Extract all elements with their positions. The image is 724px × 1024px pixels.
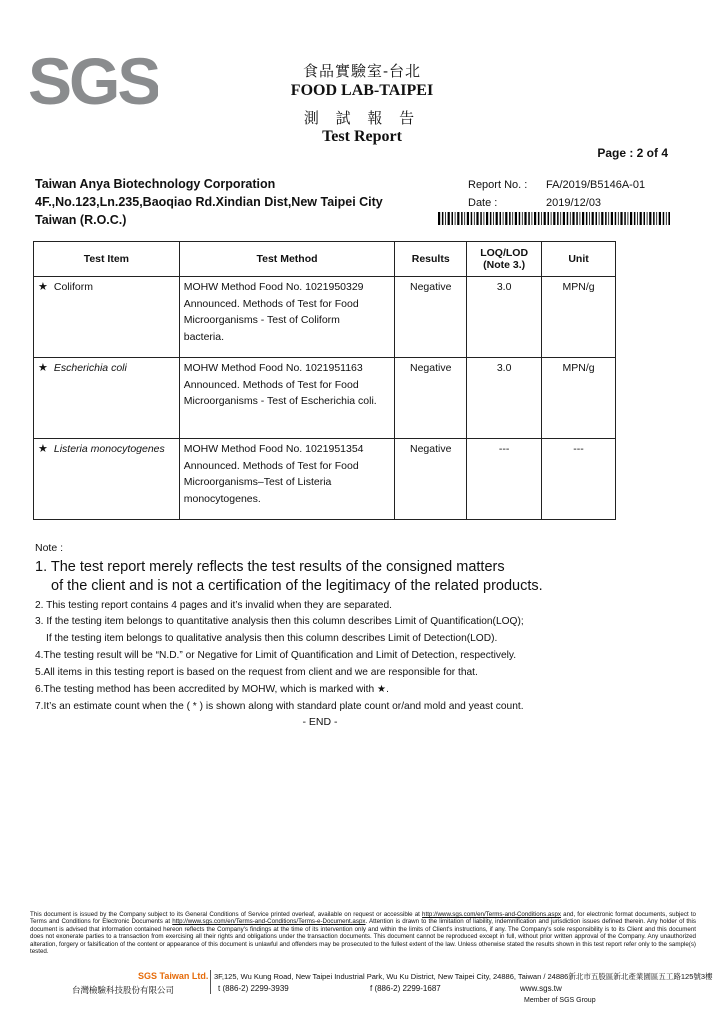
lab-name-english: FOOD LAB-TAIPEI <box>290 82 434 99</box>
barcode-bar <box>467 212 469 225</box>
footer-company-english: SGS Taiwan Ltd. <box>138 971 209 981</box>
disclaimer-part2: and, for electronic format documents, subject to Terms and Conditions for Electronic Documents at <box>30 911 696 926</box>
star-icon: ★ <box>38 281 48 293</box>
method-line: bacteria. <box>183 330 225 343</box>
barcode-bar <box>442 212 444 225</box>
barcode-bar <box>461 212 463 225</box>
barcode-bar <box>509 212 511 225</box>
barcode-bar <box>647 212 648 225</box>
barcode-bar <box>503 212 504 225</box>
barcode-bar <box>649 212 651 225</box>
disclaimer-part3: . Attention is drawn to the limitation of liability, indemnification and jurisdiction issues defined therein. Any holder of this document is advised that information contained hereon reflects the Company's findings at the time of its intervention only and within the limits of Client's instructions, if any. The Company's sole responsibility is to its Client and this document does not exonerate parties to a transaction from exercising all their rights and obligations under the transaction documents. This document cannot be reproduced except in full, without prior written approval of the Company. Any unauthorized alteration, forgery or falsification of the content or appearance of this document is unlawful and offenders may be prosecuted to the fullest extent of the law. Unless otherwise stated the results shown in this test report refer only to the sample(s) tested. <box>30 918 696 956</box>
cell-test-method <box>179 439 395 520</box>
report-title-chinese: 測 試 報 告 <box>303 109 421 127</box>
cell-test-item <box>34 358 180 439</box>
barcode-bar <box>512 212 513 225</box>
barcode-bar <box>455 212 456 225</box>
report-title-english: Test Report <box>322 128 402 145</box>
barcode-bar <box>541 212 542 225</box>
method-line: MOHW Method Food No. 1021951354 <box>183 443 364 455</box>
star-icon: ★ <box>38 443 48 455</box>
barcode-bar <box>563 212 565 225</box>
barcode-bar <box>534 212 536 225</box>
barcode-bar <box>548 212 550 225</box>
cell-result: Negative <box>395 439 467 520</box>
barcode-bar <box>522 212 523 225</box>
method-line: Microorganisms - Test of Escherichia coli. <box>183 395 377 407</box>
barcode-bar <box>486 212 488 225</box>
barcode-bar <box>589 212 590 225</box>
cell-test-item <box>34 277 180 358</box>
barcode-bar <box>532 212 533 225</box>
barcode-bar <box>586 212 588 225</box>
note-4: 4.The testing result will be “N.D.” or Negative for Limit of Quantification and Limit of Detection, respectively. <box>35 650 517 661</box>
barcode-bar <box>560 212 561 225</box>
barcode <box>438 212 670 225</box>
footer-divider <box>210 970 211 994</box>
barcode-bar <box>474 212 475 225</box>
barcode-bar <box>580 212 581 225</box>
barcode-bar <box>476 212 478 225</box>
cell-test-item <box>34 439 180 520</box>
barcode-bar <box>592 212 594 225</box>
method-line: Announced. Methods of Test for Food <box>183 297 359 310</box>
barcode-bar <box>496 212 498 225</box>
cell-loq: 3.0 <box>467 277 542 358</box>
client-address-line2: Taiwan (R.O.C.) <box>35 213 127 227</box>
barcode-bar <box>615 212 617 225</box>
e-document-terms-link[interactable]: http://www.sgs.com/en/Terms-and-Conditions/Terms-e-Document.aspx <box>172 918 366 926</box>
barcode-bar <box>599 212 600 225</box>
note-5: 5.All items in this testing report is based on the request from client and we are responsible for that. <box>35 667 478 678</box>
barcode-bar <box>618 212 619 225</box>
cell-result: Negative <box>395 277 467 358</box>
disclaimer <box>30 911 696 955</box>
barcode-bar <box>448 212 450 225</box>
note-3-line1: 3. If the testing item belongs to quantitative analysis then this column describes Limit of Quantification(LOQ); <box>35 616 524 627</box>
terms-link[interactable]: http://www.sgs.com/en/Terms-and-Conditions.aspx <box>422 911 561 918</box>
barcode-bar <box>656 212 657 225</box>
sgs-logo-text: SGS <box>28 46 158 108</box>
barcode-bar <box>567 212 569 225</box>
barcode-bar <box>538 212 540 225</box>
cell-result: Negative <box>395 358 467 439</box>
note-1-line1: 1. The test report merely reflects the test results of the consigned matters <box>35 559 505 575</box>
barcode-bar <box>452 212 454 225</box>
method-line: MOHW Method Food No. 1021951163 <box>183 362 363 374</box>
barcode-bar <box>484 212 485 225</box>
report-date-label: Date : <box>468 197 498 209</box>
end-marker: - END - <box>302 716 338 728</box>
table-header-row <box>34 242 616 277</box>
table-row <box>34 277 616 358</box>
barcode-bar <box>666 212 667 225</box>
barcode-bar <box>659 212 661 225</box>
barcode-bar <box>608 212 609 225</box>
barcode-bar <box>637 212 638 225</box>
note-2: 2. This testing report contains 4 pages and it’s invalid when they are separated. <box>35 600 392 611</box>
barcode-bar <box>490 212 492 225</box>
barcode-bar <box>519 212 521 225</box>
barcode-bar <box>505 212 507 225</box>
star-icon: ★ <box>38 362 48 374</box>
header-loq-line2: (Note 3.) <box>483 259 526 271</box>
footer-website[interactable]: www.sgs.tw <box>520 984 562 993</box>
method-line: monocytogenes. <box>183 492 261 505</box>
note-7: 7.It’s an estimate count when the ( * ) is shown along with standard plate count or/and mold and yeast count. <box>35 701 524 712</box>
method-line: Microorganisms–Test of Listeria <box>183 476 332 488</box>
note-6: 6.The testing method has been accredited by MOHW, which is marked with ★. <box>35 684 389 695</box>
cell-unit: --- <box>542 439 616 520</box>
method-line: Announced. Methods of Test for Food <box>183 459 359 472</box>
barcode-bar <box>493 212 494 225</box>
footer-address: 3F,125, Wu Kung Road, New Taipei Industrial Park, Wu Ku District, New Taipei City, 24886, Taiwan / 24886新北市五股區新北產業園區五工路125號3樓 <box>214 972 713 981</box>
cell-unit: MPN/g <box>542 277 616 358</box>
notes-heading: Note : <box>35 542 64 554</box>
test-item-name: Coliform <box>53 281 93 293</box>
barcode-bar <box>551 212 552 225</box>
barcode-bar <box>480 212 482 225</box>
barcode-bar <box>630 212 632 225</box>
barcode-bar <box>576 212 578 225</box>
barcode-bar <box>471 212 473 225</box>
method-line: MOHW Method Food No. 1021950329 <box>183 281 364 293</box>
lab-name-chinese: 食品實驗室-台北 <box>302 62 422 80</box>
barcode-bar <box>640 212 642 225</box>
cell-test-method <box>179 358 395 439</box>
barcode-bar <box>445 212 446 225</box>
barcode-bar <box>605 212 607 225</box>
barcode-bar <box>620 212 622 225</box>
test-item-name: Listeria monocytogenes <box>53 443 165 455</box>
footer-company-chinese: 台灣檢驗科技股份有限公司 <box>72 986 175 996</box>
barcode-bar <box>644 212 646 225</box>
note-1-line2: of the client and is not a certification of the legitimacy of the related products. <box>51 578 543 594</box>
client-address-line1: 4F.,No.123,Ln.235,Baoqiao Rd.Xindian Dist,New Taipei City <box>35 195 383 209</box>
barcode-bar <box>624 212 626 225</box>
method-line: Microorganisms - Test of Coliform <box>183 314 340 326</box>
method-line: Announced. Methods of Test for Food <box>183 378 359 391</box>
test-item-name: Escherichia coli <box>53 362 127 374</box>
barcode-bar <box>596 212 598 225</box>
header-unit: Unit <box>542 242 616 277</box>
footer-telephone: t (886-2) 2299-3939 <box>218 984 289 993</box>
barcode-bar <box>553 212 555 225</box>
header-loq-line1: LOQ/LOD <box>480 247 529 259</box>
barcode-bar <box>464 212 465 225</box>
barcode-bar <box>653 212 655 225</box>
barcode-bar <box>628 212 629 225</box>
note-3-line2: If the testing item belongs to qualitative analysis then this column describes Limit of Detection(LOD). <box>46 633 498 644</box>
page-number: Page : 2 of 4 <box>597 146 668 160</box>
footer-member: Member of SGS Group <box>524 997 596 1004</box>
cell-unit: MPN/g <box>542 358 616 439</box>
cell-loq: 3.0 <box>467 358 542 439</box>
report-date: 2019/12/03 <box>546 197 602 209</box>
barcode-bar <box>500 212 502 225</box>
barcode-bar <box>668 212 670 225</box>
barcode-bar <box>634 212 636 225</box>
disclaimer-part1: This document is issued by the Company subject to its General Conditions of Service printed overleaf, available on request or accessible at <box>30 911 423 918</box>
barcode-bar <box>570 212 571 225</box>
barcode-bar <box>457 212 459 225</box>
barcode-bar <box>528 212 530 225</box>
barcode-bar <box>438 212 440 225</box>
report-number: FA/2019/B5146A-01 <box>546 179 646 191</box>
header-test-item: Test Item <box>34 242 180 277</box>
table-row <box>34 439 616 520</box>
footer-fax: f (886-2) 2299-1687 <box>370 984 441 993</box>
barcode-bar <box>572 212 574 225</box>
cell-test-method <box>179 277 395 358</box>
barcode-bar <box>601 212 603 225</box>
header-loq-lod <box>467 242 542 277</box>
barcode-bar <box>611 212 613 225</box>
client-name: Taiwan Anya Biotechnology Corporation <box>35 177 276 191</box>
header-results: Results <box>395 242 467 277</box>
barcode-bar <box>515 212 517 225</box>
table-row <box>34 358 616 439</box>
barcode-bar <box>582 212 584 225</box>
cell-loq: --- <box>467 439 542 520</box>
barcode-bar <box>544 212 546 225</box>
barcode-bar <box>524 212 526 225</box>
header-test-method: Test Method <box>179 242 395 277</box>
results-table <box>33 241 616 520</box>
report-number-label: Report No. : <box>468 179 528 191</box>
barcode-bar <box>557 212 559 225</box>
barcode-bar <box>663 212 665 225</box>
